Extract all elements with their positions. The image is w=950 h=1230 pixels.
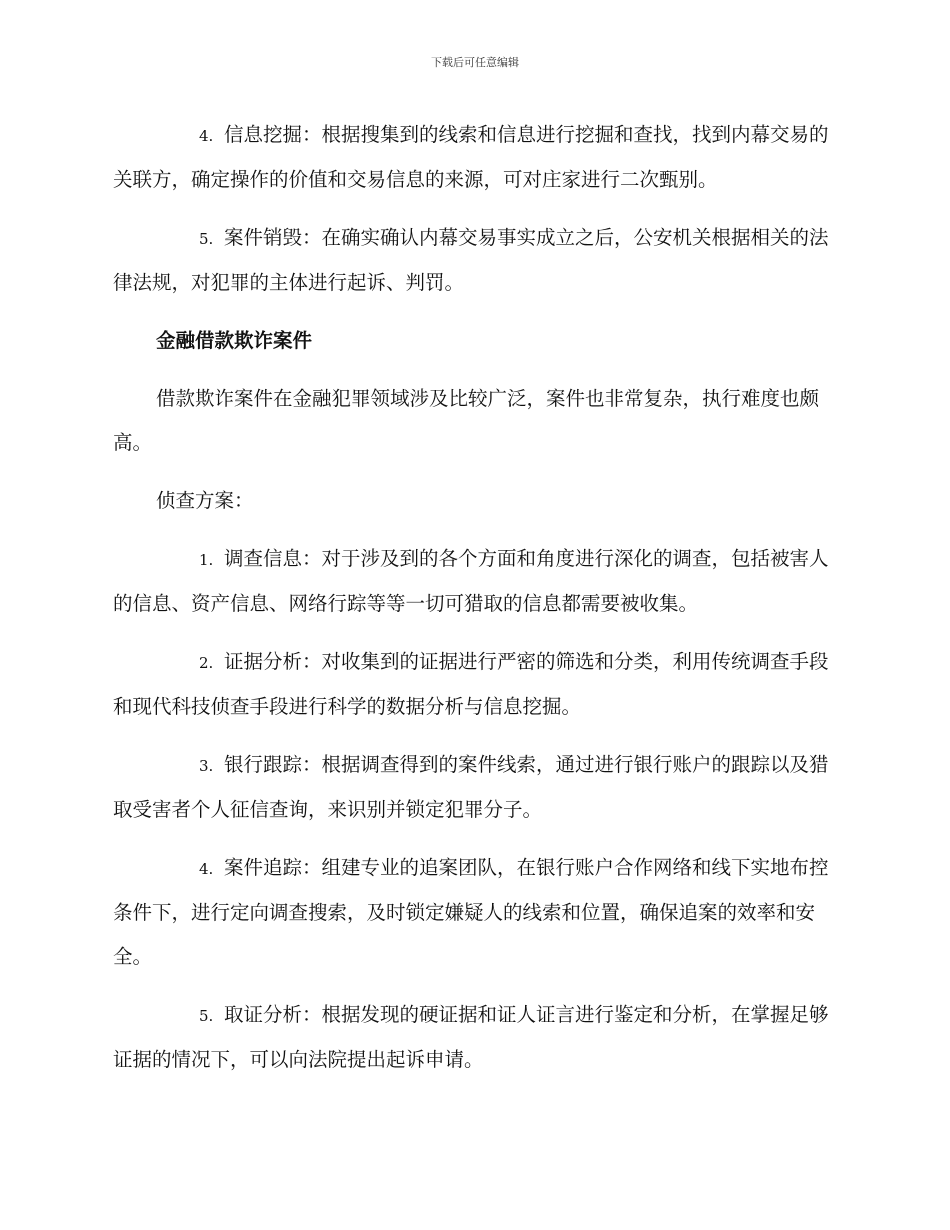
list-number: 3.: [199, 757, 214, 775]
list-number: 2.: [199, 654, 214, 672]
section-heading: 金融借款欺诈案件: [156, 329, 313, 352]
list-item: [113, 537, 843, 626]
list-item: [113, 640, 843, 729]
list-item: [113, 993, 843, 1082]
paragraph: 借款欺诈案件在金融犯罪领域涉及比较广泛，案件也非常复杂，执行难度也颇高。: [113, 387, 820, 454]
list-number: 4.: [199, 860, 214, 878]
list-item: [113, 113, 843, 202]
list-number: 1.: [199, 551, 214, 569]
paragraph: 侦查方案：: [156, 489, 254, 512]
list-item: [113, 743, 843, 832]
list-text: 信息挖掘：根据搜集到的线索和信息进行挖掘和查找，找到内幕交易的关联方，确定操作的价值和交易信息的来源，可对庄家进行二次甄别。: [113, 123, 829, 191]
list-item: [113, 846, 843, 979]
list-text: 证据分析：对收集到的证据进行严密的筛选和分类，利用传统调查手段和现代科技侦查手段进行科学的数据分析与信息挖掘。: [113, 650, 829, 718]
list-text: 案件销毁：在确实确认内幕交易事实成立之后，公安机关根据相关的法律法规，对犯罪的主体进行起诉、判罚。: [113, 226, 829, 294]
document-body: [113, 113, 843, 1082]
list-number: 4.: [199, 127, 214, 145]
list-text: 案件追踪：组建专业的追案团队，在银行账户合作网络和线下实地布控条件下，进行定向调查搜索，及时锁定嫌疑人的线索和位置，确保追案的效率和安全。: [113, 856, 829, 968]
list-text: 取证分析：根据发现的硬证据和证人证言进行鉴定和分析，在掌握足够证据的情况下，可以向法院提出起诉申请。: [113, 1003, 829, 1071]
list-number: 5.: [199, 1007, 214, 1025]
list-number: 5.: [199, 230, 214, 248]
list-text: 调查信息：对于涉及到的各个方面和角度进行深化的调查，包括被害人的信息、资产信息、网络行踪等等一切可猎取的信息都需要被收集。: [113, 547, 829, 615]
page-header: 下载后可任意编辑: [431, 56, 519, 69]
list-text: 银行跟踪：根据调查得到的案件线索，通过进行银行账户的跟踪以及猎取受害者个人征信查询，来识别并锁定犯罪分子。: [113, 753, 829, 821]
list-item: [113, 216, 843, 305]
